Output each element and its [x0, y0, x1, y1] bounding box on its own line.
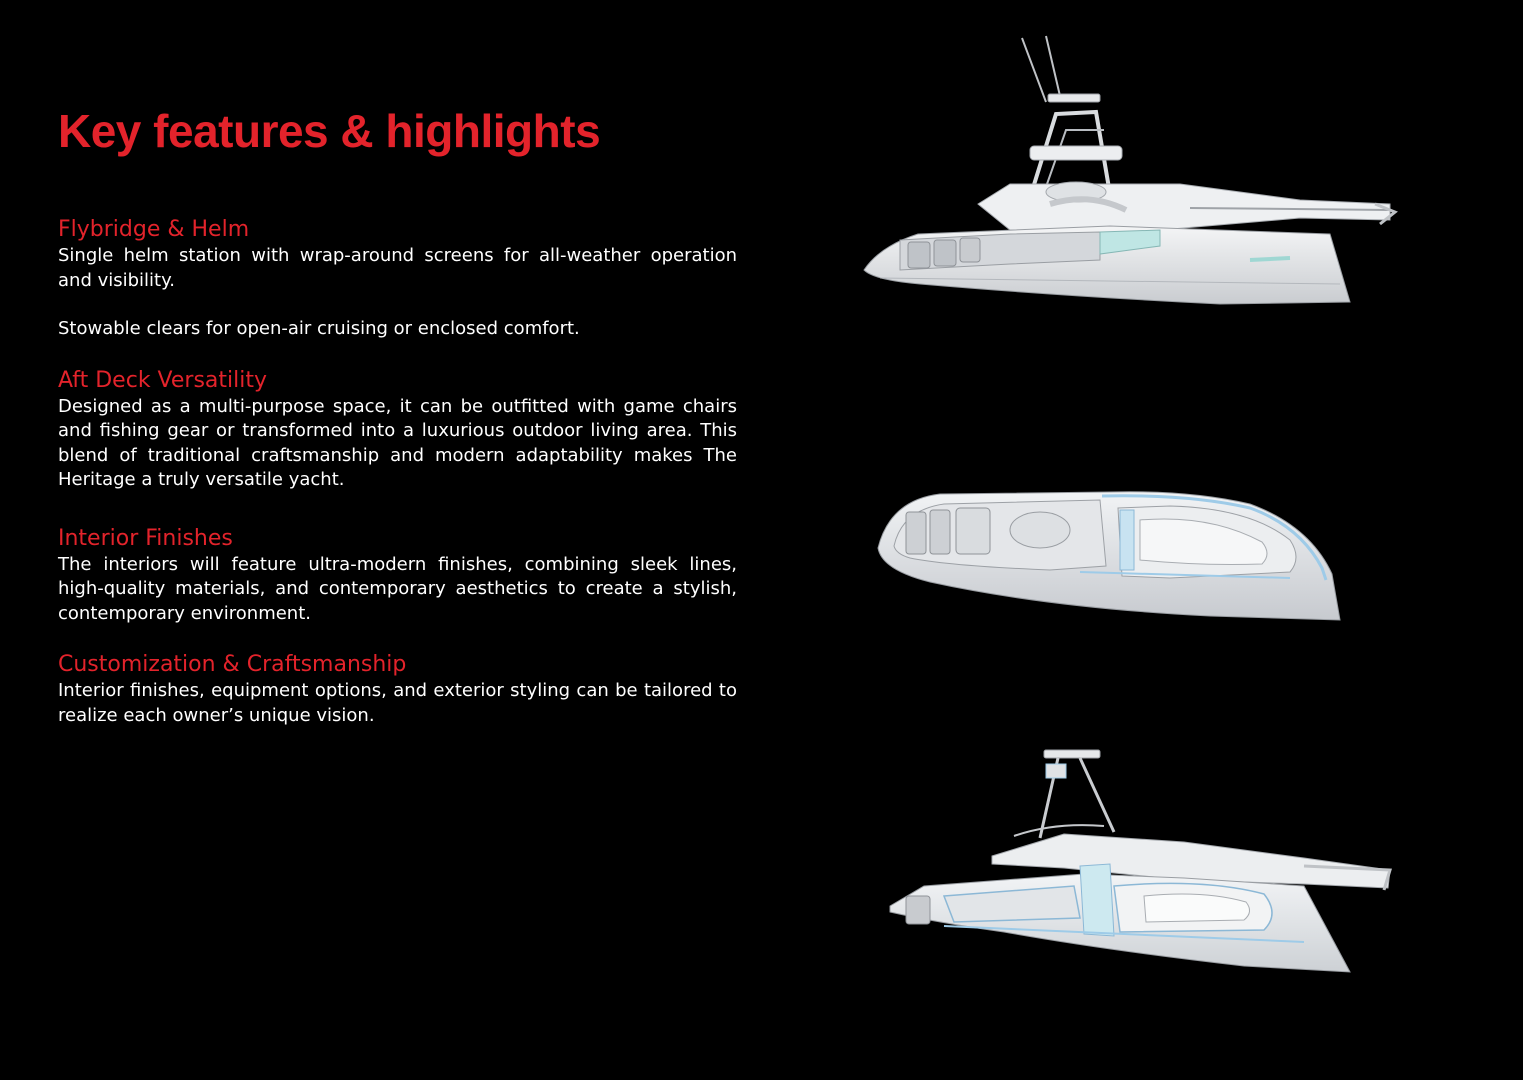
page-title: Key features & highlights [58, 105, 601, 157]
feature-heading: Interior Finishes [58, 525, 233, 551]
feature-customization-craftsmanship [58, 651, 737, 728]
feature-text: The interiors will feature ultra-modern finishes, combining sleek lines, high-quality materials, and contemporary aesthetics to create a stylish, contemporary environment. [58, 553, 737, 624]
feature-text: Designed as a multi-purpose space, it can be outfitted with game chairs and fishing gear or transformed into a luxurious outdoor living area. This blend of traditional craftsmanship and modern adaptability makes The Heritage a truly versatile yacht. [58, 395, 737, 490]
feature-text: Single helm station with wrap-around screens for all-weather operation and visibility. [58, 245, 737, 291]
feature-aft-deck-versatility [58, 367, 737, 493]
features-list [58, 216, 737, 728]
yacht-deck-plan-render [870, 486, 1348, 626]
yacht-flybridge-render [860, 34, 1400, 314]
feature-text: Stowable clears for open-air cruising or enclosed comfort. [58, 318, 580, 339]
yacht-cutaway-render [884, 746, 1396, 978]
feature-flybridge-helm [58, 216, 737, 342]
feature-interior-finishes [58, 525, 737, 627]
feature-text: Interior finishes, equipment options, and exterior styling can be tailored to realize each owner’s unique vision. [58, 680, 737, 726]
feature-heading: Aft Deck Versatility [58, 367, 268, 393]
feature-heading: Customization & Craftsmanship [58, 652, 407, 677]
feature-heading: Flybridge & Helm [58, 217, 250, 242]
